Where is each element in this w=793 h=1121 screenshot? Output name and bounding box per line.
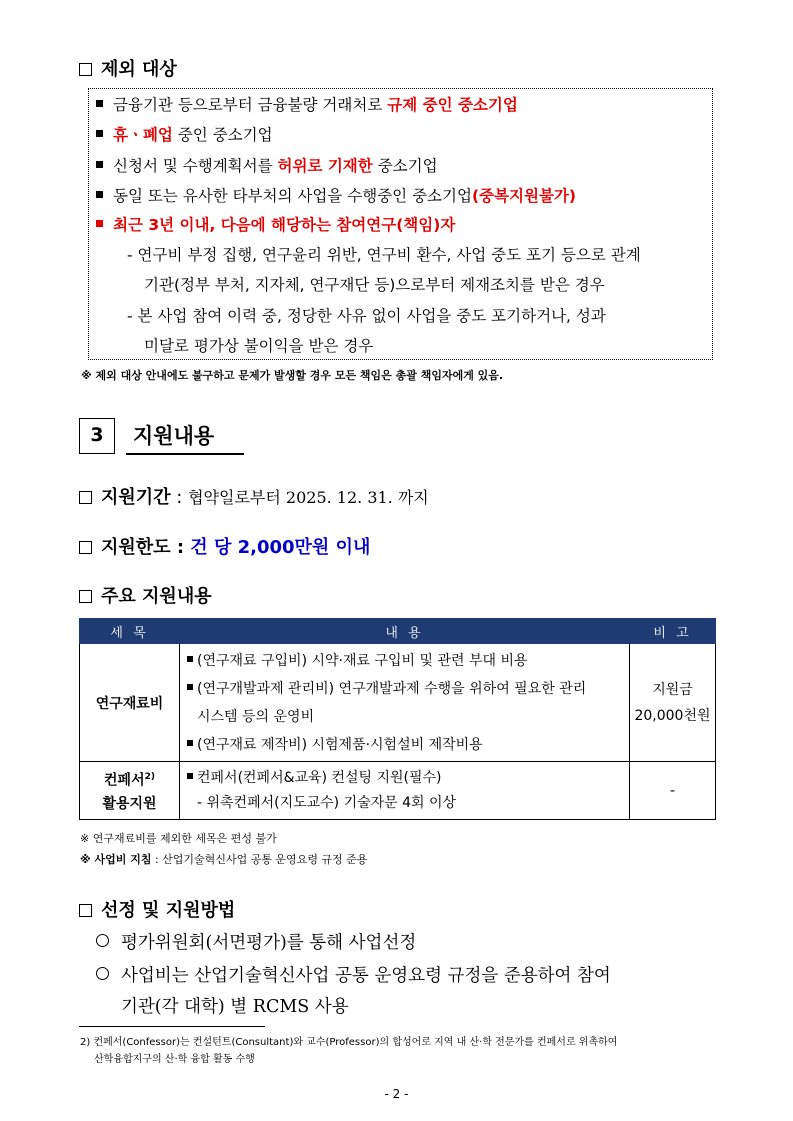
checkbox-icon [79, 541, 92, 554]
bullet-icon [96, 191, 103, 198]
checkbox-icon [79, 491, 92, 504]
footnote-cont: 산학융합지구의 산·학 융합 활동 수행 [94, 1054, 255, 1065]
selection-item-cont: 기관(각 대학) 별 RCMS 사용 [121, 997, 349, 1017]
limit-line: 지원한도 : 건 당 2,000만원 이내 [79, 533, 370, 559]
selection-item: 평가위원회(서면평가)를 통해 사업선정 [96, 929, 416, 954]
exclusion-item: 휴ㆍ폐업 중인 중소기업 [96, 123, 273, 145]
circle-bullet-icon [96, 967, 109, 980]
circle-bullet-icon [96, 934, 109, 947]
bullet-icon [96, 130, 103, 137]
exclusion-subitem: - 본 사업 참여 이력 중, 정당한 사유 없이 사업을 중도 포기하거나, 성과 [127, 307, 606, 325]
bullet-icon [187, 773, 193, 779]
exclusion-item: 신청서 및 수행계획서를 허위로 기재한 중소기업 [96, 154, 438, 176]
footnote: 2) 컨페서(Confessor)는 컨설턴트(Consultant)와 교수(Professor)의 합성어로 지역 내 산·학 전문가를 컨페서로 위촉하여 [80, 1037, 618, 1048]
exclusion-item: 동일 또는 유사한 타부처의 사업을 수행중인 중소기업(중복지원불가) [96, 184, 576, 206]
table-cell-note: 지원금 20,000천원 [630, 644, 716, 762]
section-title: 지원내용 [133, 424, 215, 448]
table-header: 내 용 [180, 619, 630, 644]
checkbox-icon [79, 63, 92, 76]
table-row [80, 762, 716, 820]
bullet-icon [96, 100, 103, 107]
selection-item: 사업비는 산업기술혁신사업 공통 운영요령 규정을 준용하여 참여 [96, 962, 611, 987]
content-line: (연구개발과제 관리비) 연구개발과제 수행을 위하여 필요한 관리 [187, 675, 625, 703]
table-cell-category: 컨페서$^{2)}$ 활용지원 [80, 762, 180, 820]
exclusion-subitem: - 연구비 부정 집행, 연구윤리 위반, 연구비 환수, 사업 중도 포기 등으로 관계 [127, 246, 641, 264]
table-cell-content [180, 762, 630, 820]
exclusion-heading: 제외 대상 [79, 55, 177, 81]
table-cell-note: - [630, 762, 716, 820]
checkbox-icon [79, 904, 92, 917]
checkbox-icon [79, 590, 92, 603]
content-line: (연구재료 제작비) 시험제품·시험설비 제작비용 [187, 731, 625, 759]
content-line: 시스템 등의 운영비 [197, 708, 315, 725]
table-note: ※ 연구재료비를 제외한 세목은 편성 불가 [80, 832, 277, 845]
page-number: - 2 - [384, 1087, 409, 1101]
bullet-icon [96, 220, 103, 227]
support-heading: 주요 지원내용 [79, 582, 212, 608]
selection-heading: 선정 및 지원방법 [79, 896, 235, 922]
content-line: - 위촉컨페서(지도교수) 기술자문 4회 이상 [197, 794, 457, 811]
bullet-icon [96, 161, 103, 168]
table-cell-content [180, 644, 630, 762]
table-header-row [80, 619, 716, 644]
section-number: 3 [79, 418, 115, 454]
bullet-icon [187, 740, 193, 746]
table-header: 비 고 [630, 619, 716, 644]
bullet-icon [187, 656, 193, 662]
exclusion-item: 최근 3년 이내, 다음에 해당하는 참여연구(책임)자 [96, 213, 455, 235]
content-line: (연구재료 구입비) 시약·재료 구입비 및 관련 부대 비용 [187, 647, 625, 675]
exclusion-subitem-cont: 미달로 평가상 불이익을 받은 경우 [144, 337, 374, 355]
section-underline [126, 453, 244, 455]
support-table [79, 618, 716, 820]
table-cell-category: 연구재료비 [80, 644, 180, 762]
bullet-icon [187, 684, 193, 690]
table-header: 세 목 [80, 619, 180, 644]
exclusion-subitem-cont: 기관(정부 부처, 지자체, 연구재단 등)으로부터 제재조치를 받은 경우 [144, 276, 605, 294]
period-line: 지원기간 : 협약일로부터 2025. 12. 31. 까지 [79, 483, 429, 509]
table-note: ※ 사업비 지침 : 산업기술혁신사업 공통 운영요령 규정 준용 [80, 853, 368, 866]
table-row [80, 644, 716, 762]
exclusion-item: 금융기관 등으로부터 금융불량 거래처로 규제 중인 중소기업 [96, 93, 518, 115]
content-line: 컨페서(컨페서&교육) 컨설팅 지원(필수) [187, 766, 625, 791]
exclusion-note: ※ 제외 대상 안내에도 불구하고 문제가 발생할 경우 모든 책임은 총괄 책임자에게 있음. [81, 369, 504, 382]
footnote-divider [79, 1026, 265, 1027]
